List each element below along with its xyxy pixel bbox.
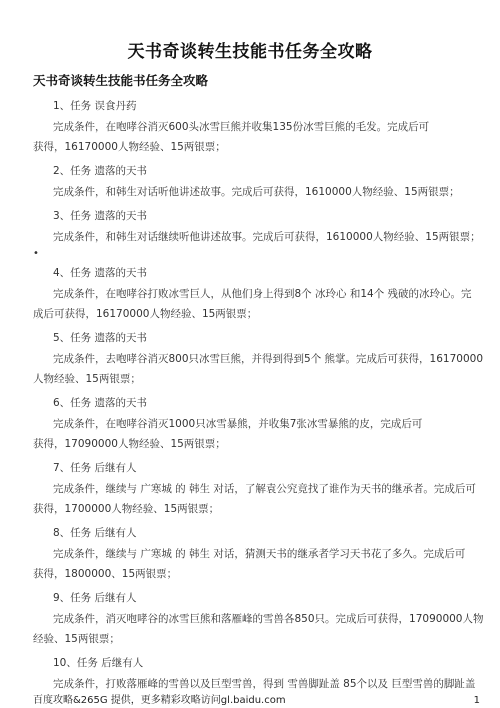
task-description-line: 完成条件，在咆哮谷消灭600头冰雪巨熊并收集135份冰雪巨熊的毛发。完成后可 — [53, 121, 430, 133]
task-description-line: 完成条件，打败落雁峰的雪兽以及巨型雪兽，得到 雪兽脚趾盖 85个以及 巨型雪兽的脚趾盖 — [53, 678, 476, 690]
task-description-line: 获得，17090000人物经验、15两银票； — [33, 438, 226, 450]
task-section — [33, 327, 484, 389]
document-content — [33, 92, 484, 696]
task-section — [33, 392, 473, 454]
task-description — [33, 544, 473, 584]
task-description — [33, 182, 473, 202]
task-section — [33, 457, 476, 519]
page-number: 1 — [473, 695, 480, 706]
bullet-mark: • — [33, 248, 39, 259]
task-heading: 2、任务 遗落的天书 — [53, 165, 148, 177]
task-section — [33, 587, 484, 649]
task-description-line: 完成条件，去咆哮谷消灭800只冰雪巨熊，并得到得到5个 熊掌。完成后可获得，16170000 — [53, 353, 484, 365]
task-description-line: 获得，16170000人物经验、15两银票； — [33, 141, 226, 153]
task-section — [33, 262, 473, 324]
task-description — [33, 414, 473, 454]
task-description — [33, 349, 484, 389]
task-section — [33, 205, 481, 259]
task-heading: 6、任务 遗落的天书 — [53, 397, 148, 409]
task-description-line: 经验、15两银票； — [33, 633, 120, 645]
document-subtitle: 天书奇谈转生技能书任务全攻略 — [33, 73, 209, 88]
task-section — [33, 160, 473, 202]
task-description — [33, 227, 481, 247]
task-heading: 3、任务 遗落的天书 — [53, 210, 148, 222]
task-heading: 9、任务 后继有人 — [53, 592, 137, 604]
task-heading: 10、任务 后继有人 — [53, 657, 144, 669]
task-description-line: 完成条件，消灭咆哮谷的冰雪巨熊和落雁峰的雪兽各850只。完成后可获得，17090000人物 — [53, 613, 484, 625]
task-heading: 1、任务 误食丹药 — [53, 100, 137, 112]
task-description-line: 完成条件，和韩生对话继续听他讲述故事。完成后可获得，1610000人物经验、15两银票； — [53, 231, 481, 243]
task-description — [33, 284, 473, 324]
task-description-line: 完成条件，继续与 广寒城 的 韩生 对话，了解袁公究竟找了谁作为天书的继承者。完成后可 — [53, 483, 476, 495]
task-section — [33, 652, 476, 694]
task-section — [33, 522, 473, 584]
task-section — [33, 95, 473, 157]
page-footer — [0, 690, 500, 708]
task-description-line: 完成条件，和韩生对话听他讲述故事。完成后可获得，1610000人物经验、15两银票； — [53, 186, 460, 198]
task-description-line: 完成条件，在咆哮谷消灭1000只冰雪暴熊，并收集7张冰雪暴熊的皮，完成后可 — [53, 418, 423, 430]
task-description-line: 人物经验、15两银票； — [33, 373, 141, 385]
task-description-line: 获得，1800000、15两银票； — [33, 568, 178, 580]
task-description-line: 完成条件，继续与 广寒城 的 韩生 对话，猜测天书的继承者学习天书花了多久。完成后可 — [53, 548, 466, 560]
task-heading: 4、任务 遗落的天书 — [53, 267, 148, 279]
task-heading: 5、任务 遗落的天书 — [53, 332, 148, 344]
document-title: 天书奇谈转生技能书任务全攻略 — [127, 42, 373, 62]
footer-text: 百度攻略&265G 提供，更多精彩攻略访问gl.baidu.com — [33, 695, 286, 706]
task-description — [33, 117, 473, 157]
task-description-line: 获得，1700000人物经验、15两银票； — [33, 503, 220, 515]
task-description-line: 完成条件，在咆哮谷打败冰雪巨人，从他们身上得到8个 冰玲心 和14个 残破的冰玲心。完 — [53, 288, 472, 300]
task-heading: 8、任务 后继有人 — [53, 527, 137, 539]
task-description — [33, 609, 484, 649]
task-heading: 7、任务 后继有人 — [53, 462, 137, 474]
task-description-line: 成后可获得，16170000人物经验、15两银票； — [33, 308, 258, 320]
task-description — [33, 479, 476, 519]
